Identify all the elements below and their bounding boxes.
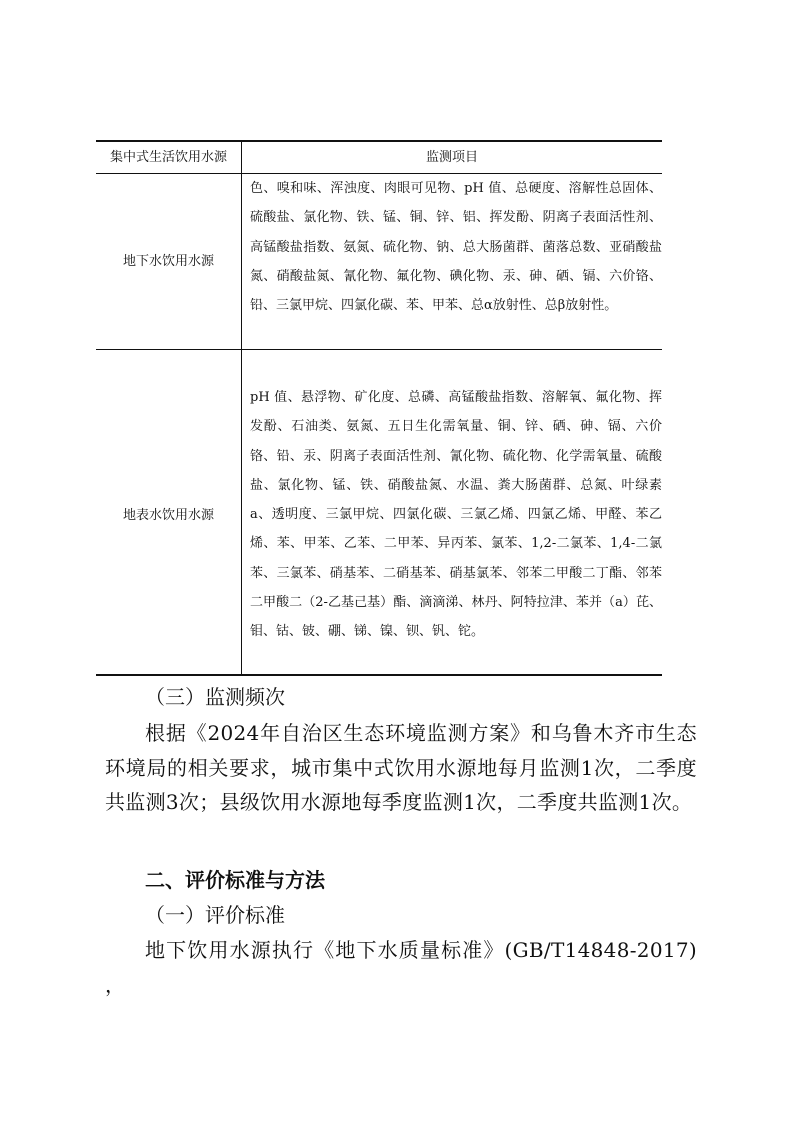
standard-paragraph: 地下饮用水源执行《地下水质量标准》(GB/T14848-2017) ， bbox=[105, 938, 697, 997]
table-header-items: 监测项目 bbox=[425, 150, 478, 165]
table-row-surface-source: 地表水饮用水源 bbox=[122, 508, 214, 523]
evaluation-heading: 二、评价标准与方法 bbox=[145, 868, 325, 892]
table-header-source: 集中式生活饮用水源 bbox=[109, 150, 227, 165]
table-column-divider bbox=[241, 140, 242, 675]
table-row-surface-items: pH 值、悬浮物、矿化度、总磷、高锰酸盐指数、溶解氧、氟化物、挥发酚、石油类、氨氮、五日生化需氧量、铜、锌、硒、砷、镉、六价铬、铅、汞、阴离子表面活性剂、氰化物、硫化物、化学需氧量、硫酸盐、氯化物、锰、铁、硝酸盐氮、水温、粪大肠菌群、总氮、叶绿素 a、透明度、三氯甲烷、四氯化碳、三氯乙烯、四氯乙烯、甲醛、苯乙烯、苯、甲苯、乙苯、二甲苯、异丙苯、氯苯、1,2-二氯苯、1,4-二氯苯、三氯苯、硝基苯、二硝基苯、硝基氯苯、邻苯二甲酸二丁酯、邻苯二甲酸二（2-乙基己基）酯、滴滴涕、林丹、阿特拉津、苯并（a）芘、钼、钴、铍、硼、锑、镍、钡、钒、铊。 bbox=[250, 390, 662, 640]
frequency-heading: （三）监测频次 bbox=[145, 685, 285, 709]
frequency-paragraph: 根据《2024年自治区生态环境监测方案》和乌鲁木齐市生态环境局的相关要求，城市集中式饮用水源地每月监测1次，二季度共监测3次；县级饮用水源地每季度监测1次，二季度共监测1次。 bbox=[105, 721, 697, 814]
table-row-groundwater-source: 地下水饮用水源 bbox=[122, 254, 214, 269]
table-bottom-rule bbox=[96, 674, 662, 676]
table-row-divider bbox=[96, 349, 662, 350]
standard-heading: （一）评价标准 bbox=[145, 903, 285, 927]
table-top-rule bbox=[96, 140, 662, 142]
table-row-groundwater-items: 色、嗅和味、浑浊度、肉眼可见物、pH 值、总硬度、溶解性总固体、硫酸盐、氯化物、铁、锰、铜、锌、铝、挥发酚、阴离子表面活性剂、高锰酸盐指数、氨氮、硫化物、钠、总大肠菌群、菌落总数、亚硝酸盐氮、硝酸盐氮、氰化物、氟化物、碘化物、汞、砷、硒、镉、六价铬、铅、三氯甲烷、四氯化碳、苯、甲苯、总α放射性、总β放射性。 bbox=[250, 181, 662, 314]
